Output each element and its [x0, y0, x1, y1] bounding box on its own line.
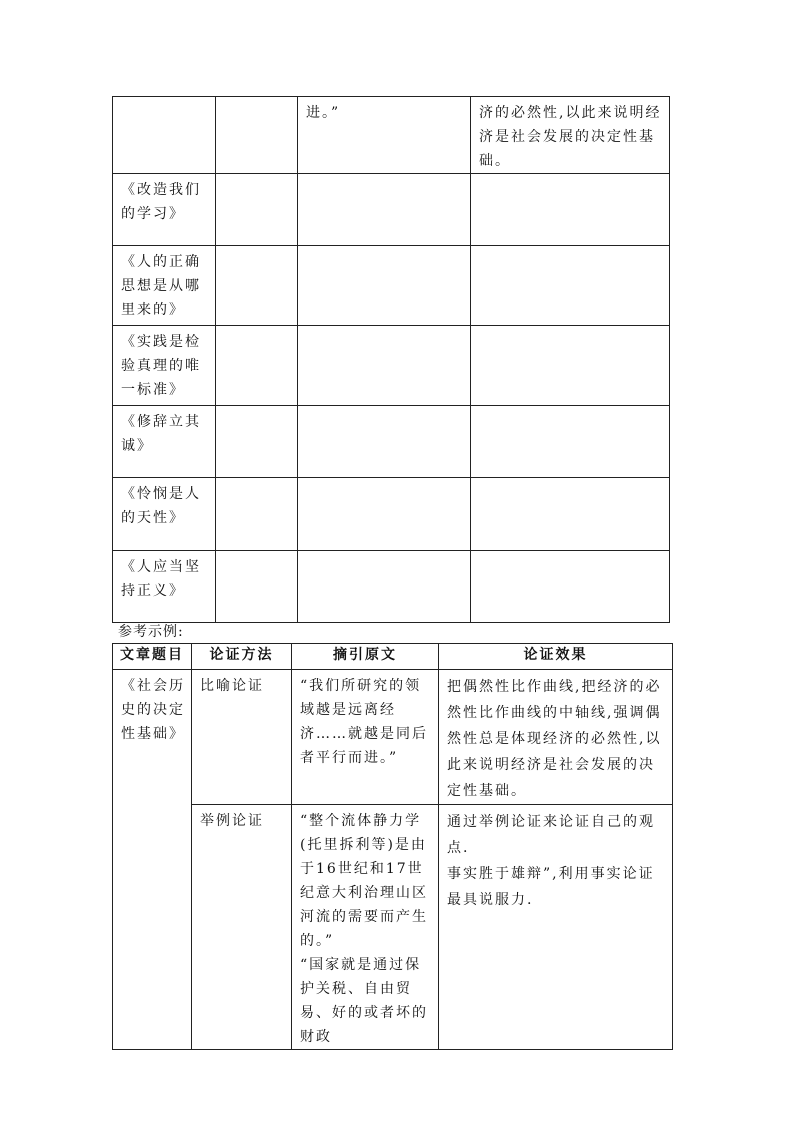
article-title-cell: 《社会历史的决定性基础》 — [113, 670, 192, 1050]
method-cell[interactable] — [216, 406, 298, 478]
header-argument-effect: 论证效果 — [439, 644, 673, 670]
article-title-cell: 《改造我们的学习》 — [113, 174, 216, 246]
reference-example-table — [112, 643, 673, 1050]
quote-cell[interactable] — [298, 246, 471, 326]
table-row — [113, 246, 670, 326]
article-title-cell: 《人应当坚持正义》 — [113, 551, 216, 623]
quote-cell[interactable] — [298, 326, 471, 406]
article-title-cell: 《人的正确思想是从哪里来的》 — [113, 246, 216, 326]
quote-cell: “整个流体静力学(托里拆利等)是由于16世纪和17世纪意大利治理山区河流的需要而产生的。” “国家就是通过保护关税、自由贸易、好的或者坏的财政 — [292, 805, 439, 1050]
method-cell[interactable] — [216, 97, 298, 174]
table-row — [113, 551, 670, 623]
table-row — [113, 97, 670, 174]
quote-cell[interactable] — [298, 478, 471, 551]
method-cell: 比喻论证 — [192, 670, 292, 805]
effect-cell[interactable] — [471, 478, 670, 551]
effect-cell[interactable] — [471, 551, 670, 623]
table-row — [113, 406, 670, 478]
reference-example-caption: 参考示例: — [118, 624, 184, 640]
method-cell[interactable] — [216, 551, 298, 623]
quote-cell[interactable] — [298, 551, 471, 623]
table-row — [113, 805, 673, 1050]
method-cell[interactable] — [216, 326, 298, 406]
quote-cell[interactable] — [298, 174, 471, 246]
article-title-cell: 《修辞立其诚》 — [113, 406, 216, 478]
method-cell: 举例论证 — [192, 805, 292, 1050]
header-argument-method: 论证方法 — [192, 644, 292, 670]
article-title-cell — [113, 97, 216, 174]
table-row — [113, 670, 673, 805]
effect-cell: 通过举例论证来论证自己的观点. 事实胜于雄辩”,利用事实论证最具说服力. — [439, 805, 673, 1050]
method-cell[interactable] — [216, 246, 298, 326]
method-cell[interactable] — [216, 478, 298, 551]
quote-cell: “我们所研究的领域越是远离经济……就越是同后者平行而进。” — [292, 670, 439, 805]
effect-cell[interactable] — [471, 174, 670, 246]
table-row — [113, 478, 670, 551]
effect-cell[interactable] — [471, 406, 670, 478]
article-title-cell: 《怜悯是人的天性》 — [113, 478, 216, 551]
header-quoted-text: 摘引原文 — [292, 644, 439, 670]
method-cell[interactable] — [216, 174, 298, 246]
header-article-title: 文章题目 — [113, 644, 192, 670]
article-title-cell: 《实践是检验真理的唯一标准》 — [113, 326, 216, 406]
effect-cell[interactable]: 济的必然性,以此来说明经济是社会发展的决定性基础。 — [471, 97, 670, 174]
table-row — [113, 174, 670, 246]
effect-cell[interactable] — [471, 326, 670, 406]
table-row — [113, 326, 670, 406]
blank-exercise-table — [112, 96, 670, 623]
quote-cell[interactable]: 进。” — [298, 97, 471, 174]
effect-cell: 把偶然性比作曲线,把经济的必然性比作曲线的中轴线,强调偶然性总是体现经济的必然性,以此来说明经济是社会发展的决定性基础。 — [439, 670, 673, 805]
table-header-row — [113, 644, 673, 670]
quote-cell[interactable] — [298, 406, 471, 478]
effect-cell[interactable] — [471, 246, 670, 326]
